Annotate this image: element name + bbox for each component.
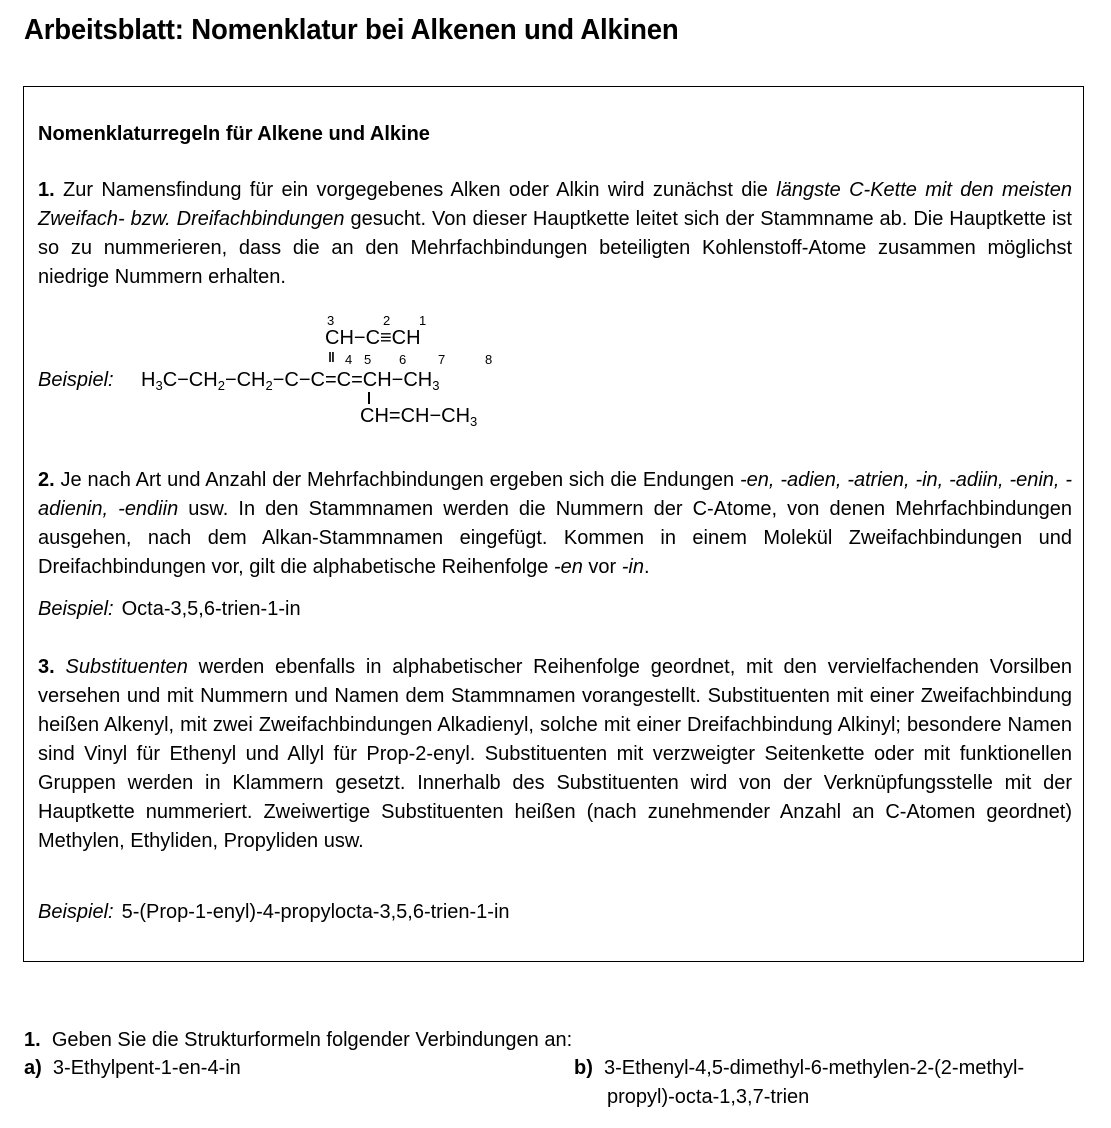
- bottom-branch: $CH=CH-CH_3$: [360, 405, 478, 429]
- task-prompt: 1. Geben Sie die Strukturformeln folgender Verbindungen an:: [24, 1029, 573, 1051]
- example-label: Beispiel:: [38, 369, 114, 391]
- top-branch: CH−C≡CH: [325, 327, 421, 349]
- main-chain: $H_3C-CH_2-CH_2-C-C=C=CH-CH_3$: [141, 369, 440, 393]
- task-item-a: a) 3-Ethylpent-1-en-4-in: [24, 1057, 241, 1079]
- task-item-b: b) 3-Ethenyl-4,5-dimethyl-6-methylen-2-(2-methyl-: [574, 1057, 1025, 1079]
- rules-heading: Nomenklaturregeln für Alkene und Alkine: [38, 123, 430, 145]
- rule-3-example: Beispiel: 5-(Prop-1-enyl)-4-propylocta-3,5,6-trien-1-in: [38, 901, 510, 923]
- rule-2-example: Beispiel: Octa-3,5,6-trien-1-in: [38, 598, 301, 620]
- rule-3: 3. Substituenten werden ebenfalls in alphabetischer Reihenfolge geordnet, mit den vervielfachenden Vorsilben versehen und mit Nummern und Namen dem Stammnamen vorangestellt. Substituenten mit einer Zweifachbindung heißen Alkenyl, mit zwei Zweifachbindungen Alkadienyl, solche mit einer Dreifachbindung Alkinyl; besondere Namen sind Vinyl für Ethenyl und Allyl für Prop-2-enyl. Substituenten mit verzweigter Seitenkette oder mit funktionellen Gruppen werden in Klammern gesetzt. Innerhalb des Substituenten wird von der Verknüpfungsstelle mit der Hauptkette nummeriert. Zweiwertige Substituenten heißen (nach zunehmender Anzahl an C-Atomen geordnet) Methylen, Ethyliden, Propyliden usw.: [38, 656, 1072, 852]
- rule-2: 2. Je nach Art und Anzahl der Mehrfachbindungen ergeben sich die Endungen -en, -adien, -atrien, -in, -adiin, -enin, -adienin, -endiin usw. In den Stammnamen werden die Nummern der C-Atome, von denen Mehrfachbindungen ausgehen, nach dem Alkan-Stammnamen eingefügt. Kommen in einem Molekül Zweifachbindungen und Dreifachbindungen vor, gilt die alphabetische Reihenfolge -en vor -in.: [38, 469, 1072, 578]
- task-item-b-cont: propyl)-octa-1,3,7-trien: [607, 1086, 810, 1108]
- page-title: Arbeitsblatt: Nomenklatur bei Alkenen und Alkinen: [24, 14, 679, 46]
- rules-box: Nomenklaturregeln für Alkene und Alkine 1. Zur Namensfindung für ein vorgegebenes Alken oder Alkin wird zunächst die längste C-Kette mit den meisten Zweifach- bzw. Dreifachbindungen gesucht. Von dieser Hauptkette leitet sich der Stammname ab. Die Hauptkette ist so zu nummerieren, dass die an den Mehrfachbindungen beteiligten Kohlenstoff-Atome zusammen möglichst niedrige Nummern erhalten. Beispiel: 3 2 1 CH−C≡CH ‖ 4 5 6 7 8 $H_3C-CH_2-CH_2-C-C=C=CH-CH_3$ $CH=CH-CH_3$ 2. Je nach Art und Anzahl der Mehrfachbindungen ergeben sich die Endungen -en, -adien, -atrien, -in, -adiin, -enin, -adienin, -endiin usw. In den Stammnamen werden die Nummern der C-Atome, von denen Mehrfachbindungen ausgehen, nach dem Alkan-Stammnamen eingefügt. Kommen in einem Molekül Zweifachbindungen und Dreifachbindungen vor, gilt die alphabetische Reihenfolge -en vor -in. Beispiel: Octa-3,5,6-trien-1-in 3. Substituenten werden ebenfalls in alphabetischer Reihenfolge geordnet, mit den vervielfachenden Vorsilben versehen und mit Nummern und Namen dem Stammnamen vorangestellt. Substituenten mit einer Zweifachbindung heißen Alkenyl, mit zwei Zweifachbindungen Alkadienyl, solche mit einer Dreifachbindung Alkinyl; besondere Namen sind Vinyl für Ethenyl und Allyl für Prop-2-enyl. Substituenten mit verzweigter Seitenkette oder mit funktionellen Gruppen werden in Klammern gesetzt. Innerhalb des Substituenten wird von der Verknüpfungsstelle mit der Hauptkette nummeriert. Zweiwertige Substituenten heißen (nach zunehmender Anzahl an C-Atomen geordnet) Methylen, Ethyliden, Propyliden usw. Beispiel: 5-(Prop-1-enyl)-4-propylocta-3,5,6-trien-1-in: [23, 86, 1084, 962]
- rule-1-number: 1.: [38, 179, 55, 201]
- rule-1: 1. Zur Namensfindung für ein vorgegebenes Alken oder Alkin wird zunächst die längste C-Kette mit den meisten Zweifach- bzw. Dreifachbindungen gesucht. Von dieser Hauptkette leitet sich der Stammname ab. Die Hauptkette ist so zu nummerieren, dass die an den Mehrfachbindungen beteiligten Kohlenstoff-Atome zusammen möglichst niedrige Nummern erhalten.: [38, 179, 1072, 288]
